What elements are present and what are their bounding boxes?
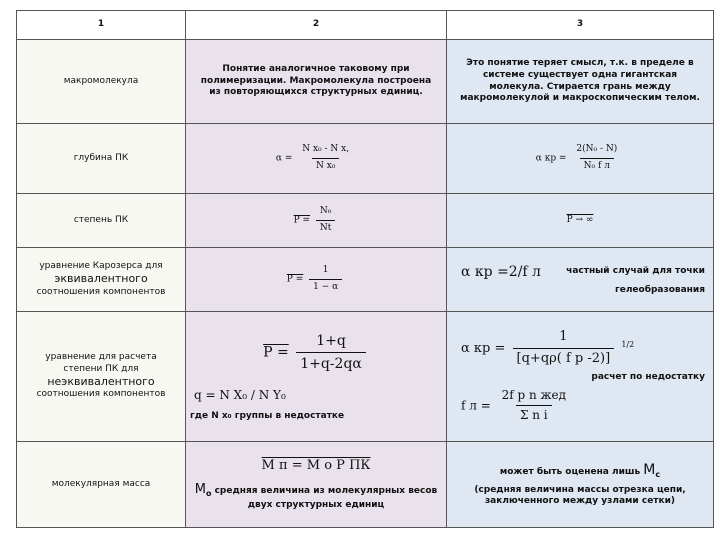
carothers-lhs: P = [286, 275, 304, 285]
nonequiv-functionality-denominator: Σ n i [516, 405, 552, 424]
molmass-c3-symbol-sub: с [655, 470, 661, 480]
molmass-symbol-sub: о [205, 489, 212, 499]
nonequiv-fraction [296, 332, 366, 373]
molmass-c3-symbol: M [643, 462, 656, 479]
depth-lhs: α = [275, 154, 293, 164]
degree-denominator: Nt [316, 220, 336, 235]
nonequiv-label-3: неэквивалентного [47, 375, 155, 389]
header-row [17, 11, 714, 40]
comparison-table [16, 10, 714, 528]
nonequiv-denominator: 1+q-2qα [296, 352, 366, 373]
depth-critical-denominator: N₀ f л [580, 158, 614, 173]
degree-fraction [316, 206, 336, 234]
macromolecule-label: макромолекула [63, 75, 139, 86]
depth-critical-numerator: 2(N₀ - N) [576, 144, 618, 155]
nonequiv-functionality-fraction [498, 388, 570, 424]
nonequiv-critical-fraction [513, 329, 615, 368]
header-col-2: 2 [186, 11, 447, 40]
nonequiv-label-2: степени ПК для [63, 363, 139, 374]
nonequiv-lhs: P = [263, 344, 289, 361]
molmass-label: молекулярная масса [51, 478, 151, 489]
molmass-formula: M п = M о P ПК [261, 457, 371, 473]
carothers-gel-cell [447, 248, 714, 312]
macromolecule-polycondensation [186, 40, 447, 124]
nonequiv-formula-cell [186, 312, 447, 442]
nonequiv-critical-note: расчет по недостатку [591, 371, 705, 382]
molmass-formula-cell [186, 442, 447, 528]
row-label [17, 248, 186, 312]
carothers-numerator: 1 [322, 265, 329, 276]
header-col-1: 1 [17, 11, 186, 40]
nonequiv-functionality-lhs: f л = [461, 398, 491, 413]
molmass-network-cell [447, 442, 714, 528]
molmass-description-text: средняя величина из молекулярных весов двух структурных единиц [211, 486, 438, 510]
carothers-gel-formula: α кр =2/f л [461, 263, 541, 280]
nonequiv-critical-numerator: 1 [559, 329, 568, 345]
row-carothers [17, 248, 714, 312]
nonequiv-label-1: уравнение для расчета [45, 351, 157, 362]
macromolecule-c2-text: Понятие аналогичное таковому при полимеризации. Макромолекула построена из повторяющихся структурных единиц. [200, 63, 432, 98]
row-label [17, 40, 186, 124]
row-macromolecule [17, 40, 714, 124]
depth-label: глубина ПК [73, 152, 129, 163]
header-col-3: 3 [447, 11, 714, 40]
nonequiv-critical-power: 1/2 [621, 340, 635, 350]
depth-numerator: N x₀ - N x, [302, 144, 350, 155]
molmass-symbol: M [194, 482, 206, 498]
degree-formula-cell [186, 194, 447, 248]
degree-lhs: P = [293, 216, 311, 226]
row-molecular-mass [17, 442, 714, 528]
nonequiv-critical-denominator: [q+qρ( f р -2)] [513, 348, 615, 368]
depth-formula-cell [186, 124, 447, 194]
row-label [17, 194, 186, 248]
row-label [17, 442, 186, 528]
carothers-label-3: соотношения компонентов [36, 286, 166, 297]
molmass-description [186, 482, 446, 511]
carothers-label-1: уравнение Карозерса для [39, 260, 163, 271]
carothers-gel-note-1: частный случай для точки [566, 265, 705, 276]
degree-numerator: N₀ [319, 206, 332, 217]
degree-limit-formula: P → ∞ [566, 214, 594, 225]
row-degree [17, 194, 714, 248]
nonequiv-where-note: где N x₀ группы в недостатке [190, 411, 345, 422]
depth-denominator: N x₀ [312, 158, 339, 173]
depth-critical-cell [447, 124, 714, 194]
row-label [17, 312, 186, 442]
degree-label: степень ПК [73, 214, 129, 225]
carothers-formula-cell [186, 248, 447, 312]
carothers-label-2: эквивалентного [54, 272, 148, 286]
depth-critical-fraction [572, 144, 621, 172]
molmass-c3-line1: может быть оценена лишь [499, 467, 641, 478]
nonequiv-q-ratio: q = N X₀ / N Y₀ [194, 387, 286, 402]
nonequiv-critical-lhs: α кр = [461, 341, 506, 357]
macromolecule-network [447, 40, 714, 124]
nonequiv-critical-cell [447, 312, 714, 442]
carothers-gel-note-2: гелеобразования [615, 284, 705, 295]
molmass-c3-line2: (средняя величина массы отрезка цепи, заключенного между узлами сетки) [474, 484, 686, 507]
carothers-denominator: 1 − α [309, 279, 342, 294]
row-label [17, 124, 186, 194]
depth-critical-lhs: α кр = [535, 154, 567, 164]
macromolecule-c3-text: Это понятие теряет смысл, т.к. в пределе в системе существует одна гигантская молекула. Стирается грань между макромолекулой и макроскопическим телом. [460, 58, 700, 104]
nonequiv-label-4: соотношения компонентов [36, 389, 166, 400]
degree-limit-cell [447, 194, 714, 248]
depth-fraction [298, 144, 353, 172]
row-depth [17, 124, 714, 194]
nonequiv-numerator: 1+q [316, 333, 346, 350]
carothers-fraction [309, 265, 342, 293]
row-nonequivalent [17, 312, 714, 442]
nonequiv-functionality-numerator: 2f р n жед [501, 387, 567, 402]
